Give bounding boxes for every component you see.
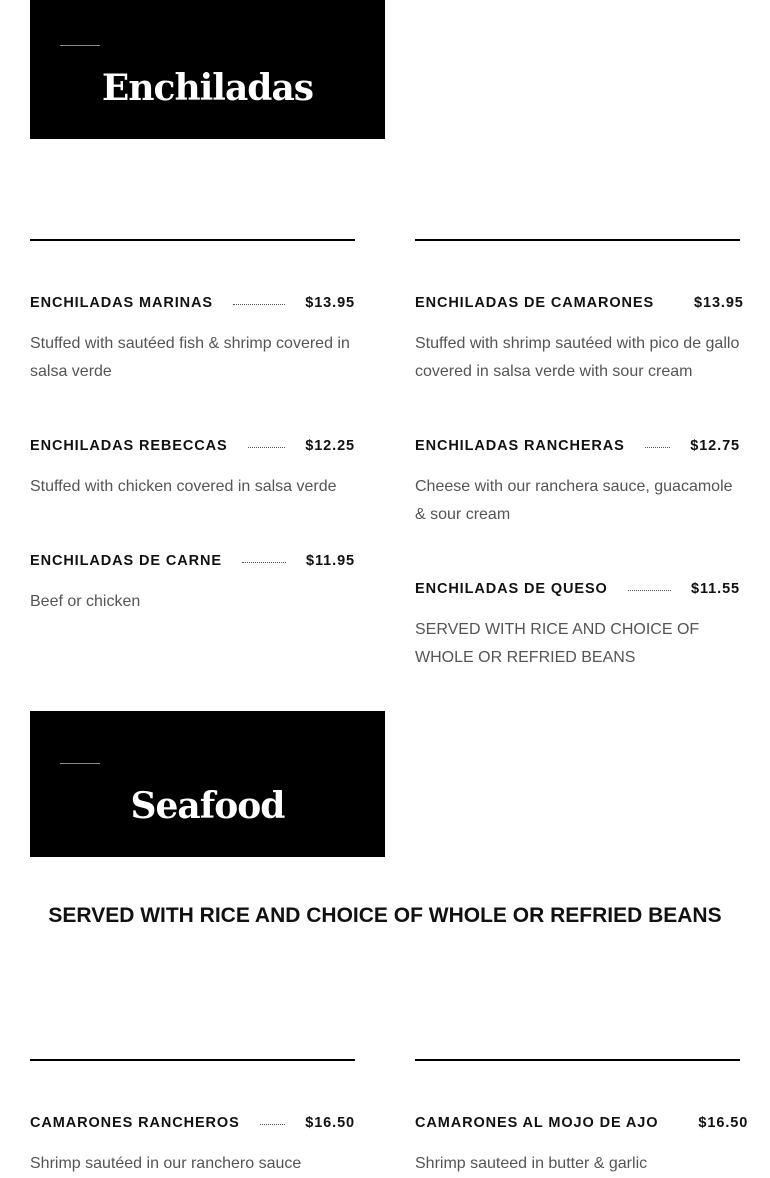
menu-item xyxy=(30,294,355,386)
dot-leader xyxy=(248,447,286,448)
menu-item xyxy=(30,1114,355,1178)
item-name: ENCHILADAS RANCHERAS xyxy=(415,438,625,454)
menu-item xyxy=(415,1114,749,1178)
item-description: Shrimp sautéed in our ranchero sauce xyxy=(30,1155,302,1172)
seafood-header xyxy=(30,711,385,857)
dot-leader xyxy=(260,1124,286,1125)
menu-item xyxy=(415,294,744,386)
item-price: $11.55 xyxy=(691,581,740,597)
item-name: ENCHILADAS DE CARNE xyxy=(30,553,222,569)
column-divider xyxy=(30,239,355,241)
dot-leader xyxy=(233,304,285,305)
item-description: Stuffed with chicken covered in salsa verde xyxy=(30,478,337,495)
item-price: $16.50 xyxy=(305,1115,355,1131)
item-price: $12.75 xyxy=(690,438,740,454)
enchiladas-header xyxy=(30,0,385,139)
column-divider xyxy=(30,1059,355,1061)
item-price: $16.50 xyxy=(698,1115,749,1131)
item-description: Shrimp sauteed in butter & garlic xyxy=(415,1155,648,1172)
menu-item xyxy=(30,437,355,501)
item-price: $11.95 xyxy=(306,553,355,569)
menu-item xyxy=(415,437,740,529)
header-accent-line xyxy=(60,763,100,764)
item-description: Beef or chicken xyxy=(30,593,141,610)
item-name: ENCHILADAS MARINAS xyxy=(30,295,213,311)
dot-leader xyxy=(645,447,671,448)
item-name: CAMARONES AL MOJO DE AJO xyxy=(415,1115,659,1131)
dot-leader xyxy=(628,590,671,591)
column-divider xyxy=(415,1059,740,1061)
item-price: $13.95 xyxy=(305,295,355,311)
item-price: $13.95 xyxy=(694,295,744,311)
dot-leader xyxy=(242,562,286,563)
section-title: Enchiladas xyxy=(101,67,314,109)
menu-item xyxy=(415,580,740,672)
item-name: ENCHILADAS REBECCAS xyxy=(30,438,228,454)
column-divider xyxy=(415,239,740,241)
item-name: CAMARONES RANCHEROS xyxy=(30,1115,240,1131)
item-name: ENCHILADAS DE CAMARONES xyxy=(415,295,655,311)
item-price: $12.25 xyxy=(305,438,355,454)
item-description: Cheese with our ranchera sauce, guacamole & sour cream xyxy=(415,478,733,523)
served-with-note: SERVED WITH RICE AND CHOICE OF WHOLE OR REFRIED BEANS xyxy=(48,904,722,927)
section-title: Seafood xyxy=(130,785,285,827)
item-name: ENCHILADAS DE QUESO xyxy=(415,581,608,597)
header-accent-line xyxy=(60,45,100,46)
item-description: Stuffed with shrimp sautéed with pico de gallo covered in salsa verde with sour cream xyxy=(415,335,740,380)
item-description: SERVED WITH RICE AND CHOICE OF WHOLE OR REFRIED BEANS xyxy=(415,621,700,666)
item-description: Stuffed with sautéed fish & shrimp covered in salsa verde xyxy=(30,335,350,380)
menu-item xyxy=(30,552,355,616)
